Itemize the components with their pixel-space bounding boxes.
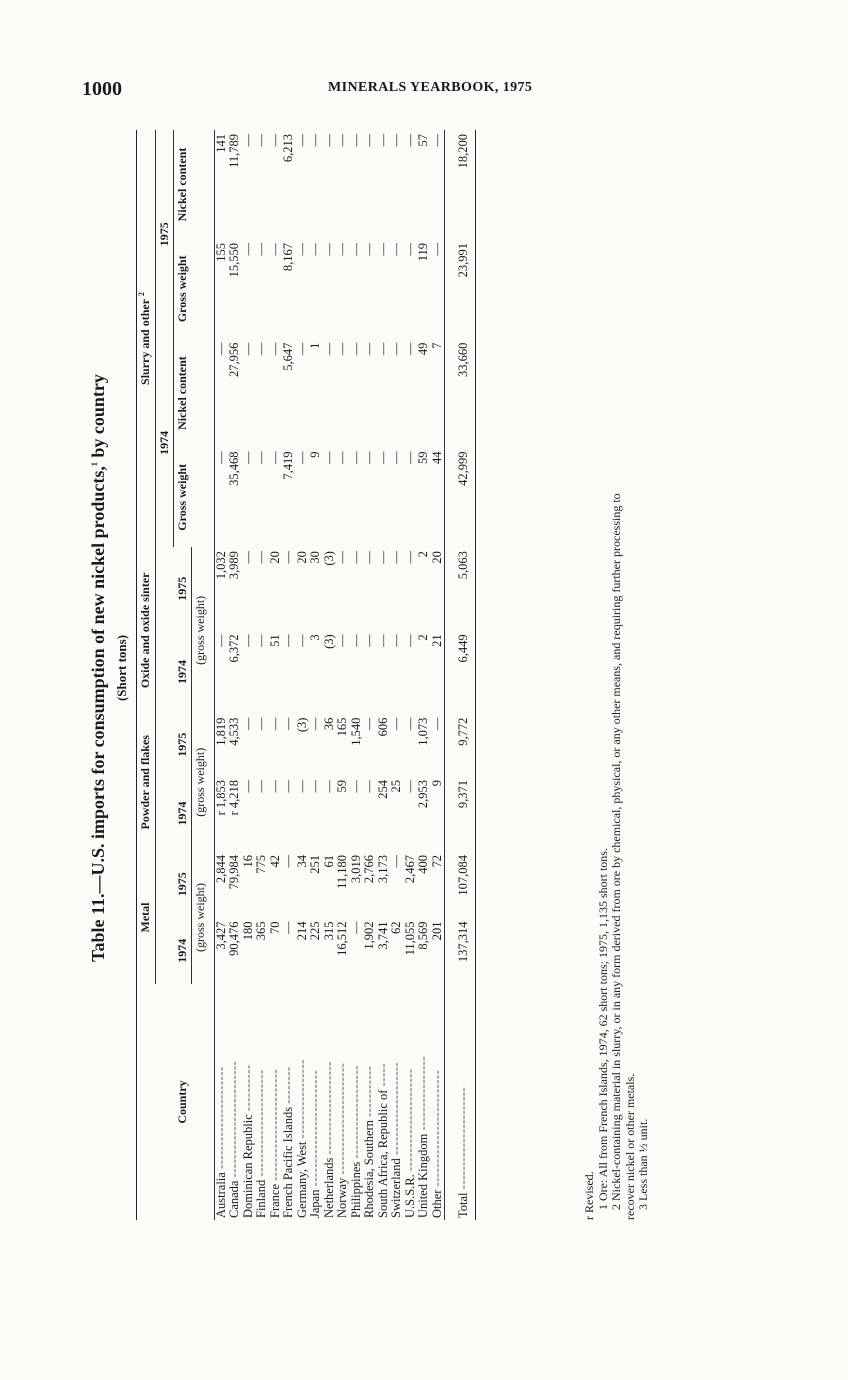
- value-cell-sn75: 57: [416, 134, 430, 147]
- value-cell-p75: —: [389, 717, 403, 731]
- page-number: 1000: [82, 78, 122, 100]
- oxide-1975-header: 1975: [155, 547, 192, 630]
- powder-header: Powder and flakes: [137, 714, 156, 851]
- country-cell: Norway ------------------------: [335, 1062, 349, 1218]
- table-row: [363, 130, 377, 1220]
- value-cell-o75: —: [281, 551, 295, 564]
- value-cell-sn75: 11,789: [227, 134, 241, 168]
- value-cell-m74: 365: [254, 921, 268, 941]
- value-cell-m74: 214: [294, 921, 309, 941]
- value-cell-o74: (3): [321, 634, 336, 649]
- value-cell-p75: 606: [375, 717, 390, 737]
- value-cell-o74: 21: [429, 634, 444, 647]
- value-cell-p75: —: [254, 717, 268, 731]
- country-cell: South Africa, Republic of -----: [375, 1063, 390, 1218]
- value-cell-sn74: —: [375, 342, 390, 356]
- value-cell-m75: 251: [308, 854, 322, 874]
- units-blank: [192, 984, 215, 1220]
- value-cell-o74: —: [335, 634, 349, 647]
- country-cell: Switzerland --------------------: [389, 1061, 403, 1218]
- value-cell-m74: 70: [267, 921, 282, 934]
- value-cell-sn74: —: [362, 342, 376, 356]
- value-cell-p74: —: [294, 779, 309, 793]
- value-cell-p75: 1,073: [416, 717, 430, 746]
- value-cell-sn75: —: [294, 134, 309, 147]
- value-cell-sg75: 155: [213, 243, 228, 262]
- value-cell-sg75: —: [402, 243, 417, 256]
- value-cell-m75: 3,173: [375, 854, 390, 884]
- value-cell-o74: —: [281, 634, 295, 647]
- value-cell-p75: —: [267, 717, 282, 731]
- value-cell-m75: 11,180: [335, 854, 349, 889]
- table-row: [228, 130, 242, 1220]
- value-cell-sg75: —: [240, 243, 255, 256]
- value-cell-p74: —: [402, 779, 417, 793]
- oxide-1974-header: 1974: [155, 630, 192, 713]
- country-cell: Netherlands --------------------: [321, 1061, 336, 1218]
- value-cell-m74: —: [348, 921, 363, 934]
- table-row: [269, 130, 283, 1220]
- value-cell-m74: 90,476: [227, 921, 241, 956]
- metal-header: Metal: [137, 851, 156, 984]
- value-cell-sn74: —: [335, 342, 349, 356]
- value-cell-o74: —: [402, 634, 417, 647]
- value-cell-m75: 400: [416, 854, 430, 874]
- footnote-2-cont: recover nickel or other metals.: [622, 1073, 637, 1220]
- value-cell-sg75: —: [267, 243, 282, 256]
- metal-units: (gross weight): [192, 851, 215, 984]
- oxide-header: Oxide and oxide sinter: [137, 547, 156, 713]
- table-row: [404, 130, 418, 1220]
- value-cell-sn74: —: [321, 342, 336, 356]
- slurry-1974-gross-header: Gross weight: [175, 463, 189, 531]
- value-cell-sn74: 7: [429, 342, 444, 349]
- value-cell-sg75: 8,167: [281, 243, 295, 272]
- value-cell-sg74: —: [362, 451, 376, 465]
- value-cell-m75: 34: [294, 854, 309, 868]
- country-cell: France ------------------------: [267, 1068, 282, 1218]
- value-cell-sn75: —: [348, 134, 363, 147]
- value-cell-o75: 20: [429, 551, 444, 564]
- value-cell-o74: —: [240, 634, 255, 647]
- value-cell-sn74: —: [213, 342, 228, 356]
- value-cell-sg74: —: [294, 451, 309, 465]
- value-cell-m74: 16,512: [335, 921, 349, 956]
- table-row: [323, 130, 337, 1220]
- value-cell-sn75: 141: [213, 134, 228, 153]
- value-cell-o75: —: [335, 551, 349, 564]
- value-cell-p74: 9: [429, 779, 444, 787]
- value-cell-sg74: —: [267, 451, 282, 465]
- value-cell-p75: 4,533: [227, 717, 241, 746]
- value-cell-o75: —: [402, 551, 417, 564]
- value-cell-m75: 2,766: [362, 854, 376, 884]
- value-cell-sn75: —: [429, 134, 444, 147]
- value-cell-o74: —: [375, 634, 390, 647]
- value-cell-sn74: —: [267, 342, 282, 356]
- value-cell-p74: —: [267, 779, 282, 793]
- value-cell-o75: 30: [308, 551, 322, 564]
- value-cell-sn75: —: [389, 134, 403, 147]
- table-row: [214, 130, 228, 1220]
- powder-1975-header: 1975: [155, 714, 192, 776]
- value-cell-p74: —: [362, 779, 376, 793]
- value-cell-sg74: —: [335, 451, 349, 465]
- value-cell-o74: —: [348, 634, 363, 647]
- value-cell-sg75: —: [348, 243, 363, 256]
- country-cell: Australia ----------------------: [213, 1066, 228, 1218]
- value-cell-sn74: 49: [416, 342, 430, 356]
- slurry-1975-gross-header: Gross weight: [175, 255, 189, 323]
- metal-1975-header: 1975: [155, 851, 192, 918]
- slurry-1974-nickel-header: Nickel content: [175, 356, 189, 430]
- value-cell-o75: —: [375, 551, 390, 564]
- value-cell-sn75: —: [402, 134, 417, 147]
- value-cell-sn75: —: [308, 134, 322, 147]
- value-cell-sg74: —: [321, 451, 336, 465]
- value-cell-sn75: —: [362, 134, 376, 147]
- value-cell-m74: 3,427: [213, 921, 228, 950]
- table-row: [417, 130, 431, 1220]
- nickel-imports-table: [136, 130, 476, 1220]
- value-cell-m74: 180: [240, 921, 255, 941]
- country-cell: U.S.S.R. ----------------------: [402, 1068, 417, 1218]
- value-cell-sn74: 5,647: [281, 342, 295, 371]
- value-cell-p75: —: [402, 717, 417, 731]
- powder-units: (gross weight): [192, 714, 215, 851]
- value-cell-sg75: —: [429, 243, 444, 256]
- value-cell-sg75: —: [294, 243, 309, 256]
- country-cell: Finland -----------------------: [254, 1069, 268, 1218]
- value-cell-sg74: —: [402, 451, 417, 465]
- value-cell-o74: 3: [308, 634, 322, 641]
- value-cell-o74: 6,372: [227, 634, 241, 663]
- value-cell-sn74: —: [348, 342, 363, 356]
- value-cell-p74: r 1,853: [213, 779, 228, 816]
- value-cell-p74: 254: [375, 779, 390, 799]
- table-title: Table 11.—U.S. imports for consumption of new nickel products,$^1$ by country: [88, 374, 108, 962]
- value-cell-p74: r 4,218: [227, 779, 241, 816]
- value-cell-sn75: 18,200: [451, 130, 475, 239]
- table-row: [377, 130, 391, 1220]
- value-cell-sg75: 119: [416, 243, 430, 262]
- value-cell-m74: 137,314: [451, 917, 475, 984]
- value-cell-p75: —: [308, 717, 322, 731]
- country-cell: Total ----------------------: [451, 984, 475, 1220]
- table-row: [255, 130, 269, 1220]
- value-cell-sg74: 7,419: [281, 451, 295, 480]
- value-cell-sn75: —: [267, 134, 282, 147]
- value-cell-m74: 11,055: [402, 921, 417, 956]
- value-cell-o75: 5,063: [451, 547, 475, 630]
- value-cell-m74: 315: [321, 921, 336, 941]
- value-cell-p75: 1,540: [348, 717, 363, 746]
- value-cell-p74: 25: [389, 779, 403, 793]
- value-cell-o74: —: [254, 634, 268, 647]
- value-cell-m75: 2,467: [402, 854, 417, 884]
- value-cell-p74: 2,953: [416, 779, 430, 809]
- slurry-units: [192, 130, 215, 547]
- footnote-revised: r Revised.: [582, 1171, 596, 1220]
- value-cell-sg75: 23,991: [451, 239, 475, 339]
- value-cell-m74: 1,902: [362, 921, 376, 950]
- value-cell-o74: 6,449: [451, 630, 475, 713]
- table-row: [296, 130, 310, 1220]
- value-cell-p74: —: [240, 779, 255, 793]
- slurry-1974-header: 1974: [155, 339, 174, 548]
- value-cell-o75: —: [389, 551, 403, 564]
- value-cell-sg74: 44: [429, 451, 444, 465]
- value-cell-o75: (3): [321, 551, 336, 566]
- country-cell: Rhodesia, Southern -----------: [362, 1065, 376, 1218]
- value-cell-p74: 9,371: [451, 776, 475, 851]
- value-cell-m74: 62: [389, 921, 403, 934]
- value-cell-sg74: —: [240, 451, 255, 465]
- table-row: [350, 130, 364, 1220]
- value-cell-m75: 42: [267, 854, 282, 868]
- value-cell-p74: —: [348, 779, 363, 793]
- footnote-3: 3 Less than ½ unit.: [636, 1118, 650, 1210]
- value-cell-o75: 20: [294, 551, 309, 564]
- value-cell-sn75: —: [254, 134, 268, 147]
- value-cell-sg74: —: [254, 451, 268, 465]
- value-cell-m75: —: [281, 854, 295, 868]
- value-cell-m75: —: [389, 854, 403, 868]
- slurry-1975-header: 1975: [155, 130, 174, 339]
- value-cell-m75: 2,844: [213, 854, 228, 884]
- value-cell-sn74: —: [240, 342, 255, 356]
- metal-1974-header: 1974: [155, 917, 192, 984]
- value-cell-o75: —: [362, 551, 376, 564]
- table-row: [431, 130, 445, 1220]
- value-cell-p74: 59: [335, 779, 349, 793]
- value-cell-p75: —: [281, 717, 295, 731]
- table-row: [242, 130, 256, 1220]
- value-cell-m75: 79,984: [227, 854, 241, 890]
- country-cell: Germany, West -----------------: [294, 1059, 309, 1218]
- value-cell-sn74: 27,956: [227, 342, 241, 377]
- value-cell-sg75: —: [389, 243, 403, 256]
- value-cell-sg74: 35,468: [227, 451, 241, 486]
- value-cell-sg74: 42,999: [451, 448, 475, 548]
- value-cell-m74: 201: [429, 921, 444, 941]
- value-cell-sn75: —: [240, 134, 255, 147]
- value-cell-sg74: —: [213, 451, 228, 465]
- value-cell-o74: —: [362, 634, 376, 647]
- value-cell-sg75: —: [308, 243, 322, 256]
- value-cell-o75: —: [240, 551, 255, 564]
- country-cell: French Pacific Islands --------: [281, 1066, 295, 1218]
- value-cell-sg74: 59: [416, 451, 430, 465]
- value-cell-p75: (3): [294, 717, 309, 733]
- running-head: MINERALS YEARBOOK, 1975: [328, 80, 533, 95]
- slurry-1975-nickel-header: Nickel content: [175, 147, 189, 222]
- rotated-table-block: [88, 88, 648, 1248]
- value-cell-sn75: —: [375, 134, 390, 147]
- country-cell: Japan -------------------------: [308, 1069, 322, 1218]
- value-cell-m74: 3,741: [375, 921, 390, 950]
- value-cell-p74: —: [308, 779, 322, 793]
- value-cell-m74: 225: [308, 921, 322, 941]
- total-row: [451, 130, 475, 1220]
- value-cell-sn74: —: [254, 342, 268, 356]
- value-cell-sg74: 9: [308, 451, 322, 458]
- table-row: [336, 130, 350, 1220]
- value-cell-sg74: —: [375, 451, 390, 465]
- value-cell-p75: —: [362, 717, 376, 731]
- value-cell-sn74: —: [402, 342, 417, 356]
- value-cell-sn74: 33,660: [451, 339, 475, 448]
- country-cell: United Kingdom ----------------: [416, 1055, 430, 1218]
- value-cell-sg75: —: [375, 243, 390, 256]
- value-cell-o74: 51: [267, 634, 282, 647]
- value-cell-sn74: —: [294, 342, 309, 356]
- powder-1974-header: 1974: [155, 776, 192, 851]
- value-cell-o75: 1,032: [213, 551, 228, 580]
- value-cell-sn75: —: [335, 134, 349, 147]
- slurry-header: Slurry and other $^2$: [137, 130, 156, 547]
- value-cell-m74: —: [281, 921, 295, 934]
- value-cell-sn74: 1: [308, 342, 322, 349]
- value-cell-p74: —: [281, 779, 295, 793]
- value-cell-o75: 2: [416, 551, 430, 558]
- value-cell-sn75: 6,213: [281, 134, 295, 163]
- value-cell-sg75: —: [362, 243, 376, 256]
- value-cell-p75: —: [240, 717, 255, 731]
- value-cell-p75: —: [429, 717, 444, 731]
- country-cell: Canada -------------------------: [227, 1060, 241, 1218]
- table-row: [282, 130, 296, 1220]
- table-row: [390, 130, 404, 1220]
- table-row: [309, 130, 323, 1220]
- value-cell-p75: 1,819: [213, 717, 228, 746]
- value-cell-o74: —: [213, 634, 228, 647]
- country-header: Country: [137, 984, 192, 1220]
- country-cell: Dominican Republic ----------: [240, 1064, 255, 1218]
- value-cell-m75: 72: [429, 854, 444, 868]
- value-cell-o75: 20: [267, 551, 282, 564]
- value-cell-o75: 3,989: [227, 551, 241, 580]
- value-cell-m75: 3,019: [348, 854, 363, 884]
- value-cell-m75: 61: [321, 854, 336, 868]
- value-cell-sg75: —: [254, 243, 268, 256]
- value-cell-sn74: —: [389, 342, 403, 356]
- value-cell-sg75: —: [335, 243, 349, 256]
- value-cell-sn75: —: [321, 134, 336, 147]
- value-cell-sg75: 15,550: [227, 243, 241, 278]
- value-cell-m75: 16: [240, 854, 255, 868]
- footnote-2: 2 Nickel-containing material in slurry, or in any form derived from ore by chemical, physical, or any other means, and requiring further processing to: [609, 493, 623, 1210]
- value-cell-p75: 165: [335, 717, 349, 737]
- country-cell: Philippines --------------------: [348, 1065, 363, 1218]
- value-cell-p75: 9,772: [451, 714, 475, 776]
- value-cell-m75: 107,084: [451, 851, 475, 918]
- value-cell-o75: —: [348, 551, 363, 564]
- value-cell-sg74: —: [348, 451, 363, 465]
- value-cell-sg74: —: [389, 451, 403, 465]
- country-cell: Other -------------------------: [429, 1069, 444, 1218]
- value-cell-o74: —: [294, 634, 309, 647]
- value-cell-sg75: —: [321, 243, 336, 256]
- value-cell-m74: 8,569: [416, 921, 430, 950]
- value-cell-m75: 775: [254, 854, 268, 874]
- value-cell-o74: —: [389, 634, 403, 647]
- value-cell-o75: —: [254, 551, 268, 564]
- value-cell-p74: —: [254, 779, 268, 793]
- footnotes: [583, 130, 651, 1220]
- footnote-1: 1 Ore: All from French Islands, 1974, 62 short tons; 1975, 1,135 short tons.: [595, 848, 610, 1210]
- value-cell-p75: 36: [321, 717, 336, 731]
- table-subtitle: (Short tons): [114, 634, 129, 702]
- value-cell-p74: —: [321, 779, 336, 793]
- oxide-units: (gross weight): [192, 547, 215, 713]
- value-cell-o74: 2: [416, 634, 430, 641]
